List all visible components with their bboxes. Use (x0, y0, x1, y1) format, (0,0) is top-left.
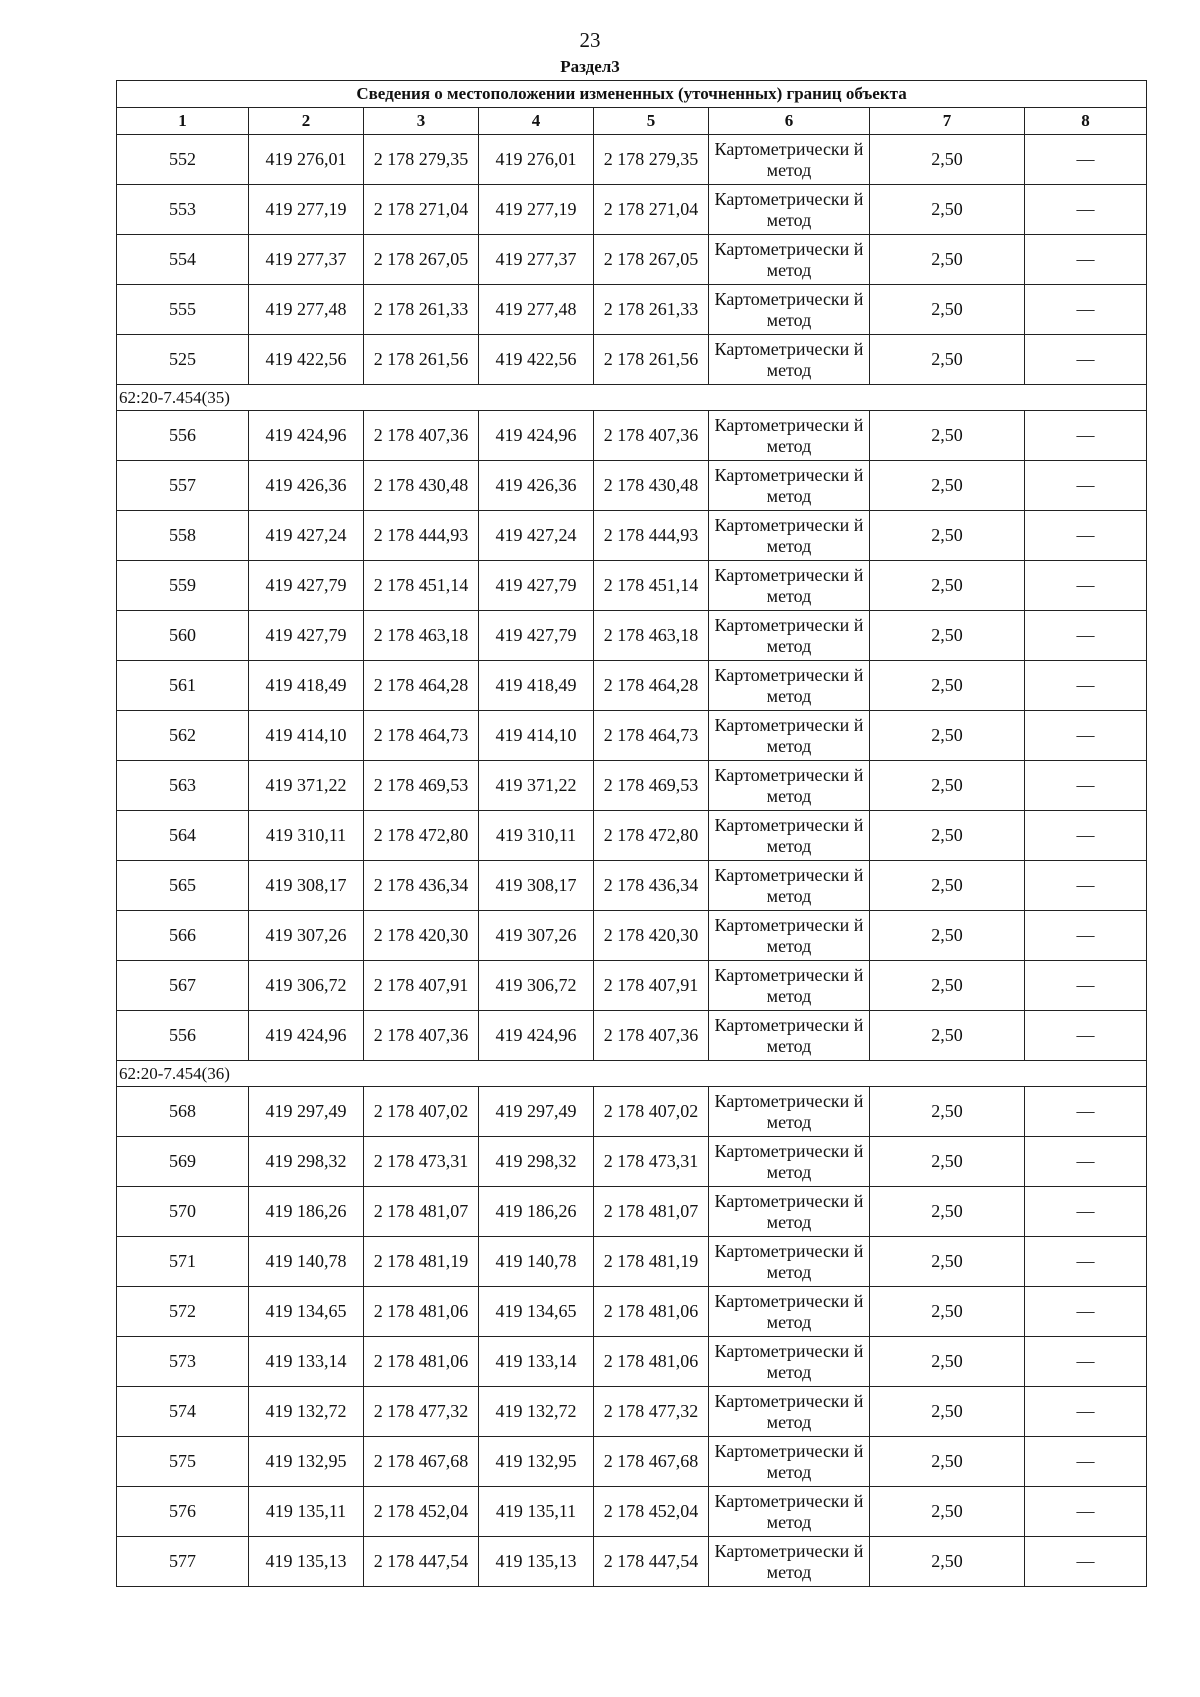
x-coordinate-existing: 419 277,37 (249, 235, 364, 285)
x-coordinate-updated: 419 418,49 (479, 661, 594, 711)
method: Картометрически й метод (709, 861, 870, 911)
y-coordinate-updated: 2 178 481,06 (594, 1337, 709, 1387)
y-coordinate-updated: 2 178 267,05 (594, 235, 709, 285)
y-coordinate-existing: 2 178 451,14 (364, 561, 479, 611)
x-coordinate-existing: 419 310,11 (249, 811, 364, 861)
column-header: 6 (709, 108, 870, 135)
point-number: 567 (117, 961, 249, 1011)
column-header: 2 (249, 108, 364, 135)
column-header-row (117, 108, 1147, 135)
point-number: 569 (117, 1137, 249, 1187)
x-coordinate-updated: 419 277,48 (479, 285, 594, 335)
coordinates-table (116, 80, 1147, 1587)
x-coordinate-updated: 419 427,79 (479, 611, 594, 661)
description: — (1025, 1337, 1147, 1387)
table-row (117, 711, 1147, 761)
y-coordinate-updated: 2 178 463,18 (594, 611, 709, 661)
x-coordinate-updated: 419 424,96 (479, 1011, 594, 1061)
method: Картометрически й метод (709, 711, 870, 761)
y-coordinate-existing: 2 178 407,02 (364, 1087, 479, 1137)
accuracy: 2,50 (870, 135, 1025, 185)
y-coordinate-existing: 2 178 452,04 (364, 1487, 479, 1537)
table-row (117, 511, 1147, 561)
column-header: 8 (1025, 108, 1147, 135)
y-coordinate-existing: 2 178 472,80 (364, 811, 479, 861)
description: — (1025, 1237, 1147, 1287)
y-coordinate-updated: 2 178 467,68 (594, 1437, 709, 1487)
accuracy: 2,50 (870, 811, 1025, 861)
x-coordinate-updated: 419 134,65 (479, 1287, 594, 1337)
x-coordinate-existing: 419 277,48 (249, 285, 364, 335)
method: Картометрически й метод (709, 1387, 870, 1437)
point-number: 577 (117, 1537, 249, 1587)
table-row (117, 185, 1147, 235)
table-row (117, 911, 1147, 961)
point-number: 568 (117, 1087, 249, 1137)
x-coordinate-updated: 419 297,49 (479, 1087, 594, 1137)
x-coordinate-existing: 419 308,17 (249, 861, 364, 911)
x-coordinate-existing: 419 133,14 (249, 1337, 364, 1387)
method: Картометрически й метод (709, 411, 870, 461)
accuracy: 2,50 (870, 1437, 1025, 1487)
method: Картометрически й метод (709, 461, 870, 511)
group-label: 62:20-7.454(35) (117, 385, 1147, 411)
y-coordinate-updated: 2 178 447,54 (594, 1537, 709, 1587)
description: — (1025, 761, 1147, 811)
table-row (117, 285, 1147, 335)
y-coordinate-updated: 2 178 279,35 (594, 135, 709, 185)
y-coordinate-existing: 2 178 407,91 (364, 961, 479, 1011)
x-coordinate-existing: 419 427,24 (249, 511, 364, 561)
point-number: 553 (117, 185, 249, 235)
accuracy: 2,50 (870, 1387, 1025, 1437)
table-row (117, 461, 1147, 511)
table-row (117, 961, 1147, 1011)
y-coordinate-updated: 2 178 407,36 (594, 1011, 709, 1061)
y-coordinate-existing: 2 178 481,07 (364, 1187, 479, 1237)
description: — (1025, 911, 1147, 961)
description: — (1025, 961, 1147, 1011)
x-coordinate-existing: 419 277,19 (249, 185, 364, 235)
y-coordinate-existing: 2 178 267,05 (364, 235, 479, 285)
x-coordinate-updated: 419 426,36 (479, 461, 594, 511)
point-number: 563 (117, 761, 249, 811)
x-coordinate-updated: 419 186,26 (479, 1187, 594, 1237)
table-row (117, 1337, 1147, 1387)
y-coordinate-existing: 2 178 463,18 (364, 611, 479, 661)
accuracy: 2,50 (870, 561, 1025, 611)
point-number: 573 (117, 1337, 249, 1387)
accuracy: 2,50 (870, 711, 1025, 761)
x-coordinate-existing: 419 427,79 (249, 561, 364, 611)
x-coordinate-existing: 419 297,49 (249, 1087, 364, 1137)
table-row (117, 1237, 1147, 1287)
accuracy: 2,50 (870, 1087, 1025, 1137)
table-row (117, 611, 1147, 661)
description: — (1025, 285, 1147, 335)
method: Картометрически й метод (709, 811, 870, 861)
y-coordinate-existing: 2 178 467,68 (364, 1437, 479, 1487)
table-row (117, 1487, 1147, 1537)
y-coordinate-updated: 2 178 420,30 (594, 911, 709, 961)
group-row (117, 385, 1147, 411)
x-coordinate-updated: 419 422,56 (479, 335, 594, 385)
accuracy: 2,50 (870, 911, 1025, 961)
group-label: 62:20-7.454(36) (117, 1061, 1147, 1087)
x-coordinate-existing: 419 140,78 (249, 1237, 364, 1287)
x-coordinate-existing: 419 135,11 (249, 1487, 364, 1537)
x-coordinate-existing: 419 135,13 (249, 1537, 364, 1587)
table-row (117, 235, 1147, 285)
y-coordinate-updated: 2 178 472,80 (594, 811, 709, 861)
column-header: 3 (364, 108, 479, 135)
y-coordinate-existing: 2 178 279,35 (364, 135, 479, 185)
accuracy: 2,50 (870, 285, 1025, 335)
point-number: 565 (117, 861, 249, 911)
x-coordinate-updated: 419 371,22 (479, 761, 594, 811)
y-coordinate-existing: 2 178 481,06 (364, 1337, 479, 1387)
page-number: 23 (579, 28, 601, 52)
method: Картометрически й метод (709, 1487, 870, 1537)
x-coordinate-updated: 419 277,19 (479, 185, 594, 235)
point-number: 570 (117, 1187, 249, 1237)
description: — (1025, 511, 1147, 561)
y-coordinate-updated: 2 178 407,36 (594, 411, 709, 461)
table-body (117, 135, 1147, 1587)
y-coordinate-updated: 2 178 481,07 (594, 1187, 709, 1237)
accuracy: 2,50 (870, 235, 1025, 285)
y-coordinate-updated: 2 178 407,02 (594, 1087, 709, 1137)
y-coordinate-existing: 2 178 407,36 (364, 411, 479, 461)
x-coordinate-existing: 419 306,72 (249, 961, 364, 1011)
point-number: 561 (117, 661, 249, 711)
y-coordinate-existing: 2 178 464,73 (364, 711, 479, 761)
accuracy: 2,50 (870, 761, 1025, 811)
y-coordinate-updated: 2 178 464,73 (594, 711, 709, 761)
description: — (1025, 411, 1147, 461)
x-coordinate-existing: 419 422,56 (249, 335, 364, 385)
description: — (1025, 235, 1147, 285)
y-coordinate-updated: 2 178 473,31 (594, 1137, 709, 1187)
point-number: 566 (117, 911, 249, 961)
section-title: Раздел3 (560, 57, 620, 76)
x-coordinate-existing: 419 424,96 (249, 411, 364, 461)
x-coordinate-updated: 419 427,79 (479, 561, 594, 611)
column-header: 5 (594, 108, 709, 135)
method: Картометрически й метод (709, 1087, 870, 1137)
table-row (117, 661, 1147, 711)
point-number: 559 (117, 561, 249, 611)
x-coordinate-updated: 419 424,96 (479, 411, 594, 461)
table-row (117, 1011, 1147, 1061)
y-coordinate-updated: 2 178 444,93 (594, 511, 709, 561)
x-coordinate-updated: 419 132,95 (479, 1437, 594, 1487)
x-coordinate-existing: 419 132,72 (249, 1387, 364, 1437)
table-row (117, 1437, 1147, 1487)
x-coordinate-existing: 419 427,79 (249, 611, 364, 661)
description: — (1025, 1487, 1147, 1537)
point-number: 525 (117, 335, 249, 385)
accuracy: 2,50 (870, 335, 1025, 385)
point-number: 576 (117, 1487, 249, 1537)
table-row (117, 411, 1147, 461)
x-coordinate-updated: 419 276,01 (479, 135, 594, 185)
x-coordinate-updated: 419 298,32 (479, 1137, 594, 1187)
x-coordinate-updated: 419 310,11 (479, 811, 594, 861)
y-coordinate-updated: 2 178 436,34 (594, 861, 709, 911)
method: Картометрически й метод (709, 561, 870, 611)
method: Картометрически й метод (709, 1237, 870, 1287)
y-coordinate-existing: 2 178 444,93 (364, 511, 479, 561)
description: — (1025, 811, 1147, 861)
point-number: 556 (117, 411, 249, 461)
description: — (1025, 1011, 1147, 1061)
description: — (1025, 461, 1147, 511)
group-row (117, 1061, 1147, 1087)
accuracy: 2,50 (870, 611, 1025, 661)
method: Картометрически й метод (709, 135, 870, 185)
accuracy: 2,50 (870, 1537, 1025, 1587)
description: — (1025, 711, 1147, 761)
x-coordinate-updated: 419 133,14 (479, 1337, 594, 1387)
column-header: 7 (870, 108, 1025, 135)
description: — (1025, 1187, 1147, 1237)
point-number: 560 (117, 611, 249, 661)
point-number: 575 (117, 1437, 249, 1487)
y-coordinate-updated: 2 178 481,06 (594, 1287, 709, 1337)
accuracy: 2,50 (870, 1011, 1025, 1061)
method: Картометрически й метод (709, 911, 870, 961)
x-coordinate-updated: 419 427,24 (479, 511, 594, 561)
x-coordinate-existing: 419 186,26 (249, 1187, 364, 1237)
x-coordinate-updated: 419 307,26 (479, 911, 594, 961)
point-number: 554 (117, 235, 249, 285)
table-row (117, 1087, 1147, 1137)
description: — (1025, 135, 1147, 185)
accuracy: 2,50 (870, 411, 1025, 461)
y-coordinate-existing: 2 178 469,53 (364, 761, 479, 811)
table-row (117, 811, 1147, 861)
y-coordinate-existing: 2 178 477,32 (364, 1387, 479, 1437)
method: Картометрически й метод (709, 1537, 870, 1587)
description: — (1025, 1087, 1147, 1137)
x-coordinate-updated: 419 135,13 (479, 1537, 594, 1587)
description: — (1025, 1537, 1147, 1587)
description: — (1025, 861, 1147, 911)
point-number: 557 (117, 461, 249, 511)
x-coordinate-updated: 419 306,72 (479, 961, 594, 1011)
point-number: 556 (117, 1011, 249, 1061)
method: Картометрически й метод (709, 661, 870, 711)
point-number: 555 (117, 285, 249, 335)
x-coordinate-existing: 419 132,95 (249, 1437, 364, 1487)
accuracy: 2,50 (870, 1337, 1025, 1387)
x-coordinate-existing: 419 424,96 (249, 1011, 364, 1061)
y-coordinate-updated: 2 178 452,04 (594, 1487, 709, 1537)
accuracy: 2,50 (870, 511, 1025, 561)
y-coordinate-existing: 2 178 436,34 (364, 861, 479, 911)
accuracy: 2,50 (870, 185, 1025, 235)
x-coordinate-existing: 419 298,32 (249, 1137, 364, 1187)
method: Картометрически й метод (709, 1011, 870, 1061)
x-coordinate-existing: 419 276,01 (249, 135, 364, 185)
y-coordinate-updated: 2 178 261,33 (594, 285, 709, 335)
point-number: 552 (117, 135, 249, 185)
table-row (117, 861, 1147, 911)
method: Картометрически й метод (709, 1337, 870, 1387)
description: — (1025, 185, 1147, 235)
method: Картометрически й метод (709, 511, 870, 561)
y-coordinate-existing: 2 178 447,54 (364, 1537, 479, 1587)
x-coordinate-updated: 419 414,10 (479, 711, 594, 761)
y-coordinate-existing: 2 178 407,36 (364, 1011, 479, 1061)
x-coordinate-updated: 419 277,37 (479, 235, 594, 285)
y-coordinate-existing: 2 178 464,28 (364, 661, 479, 711)
x-coordinate-existing: 419 307,26 (249, 911, 364, 961)
y-coordinate-existing: 2 178 420,30 (364, 911, 479, 961)
table-row (117, 561, 1147, 611)
x-coordinate-existing: 419 371,22 (249, 761, 364, 811)
x-coordinate-existing: 419 414,10 (249, 711, 364, 761)
table-row (117, 1537, 1147, 1587)
y-coordinate-existing: 2 178 430,48 (364, 461, 479, 511)
x-coordinate-existing: 419 134,65 (249, 1287, 364, 1337)
method: Картометрически й метод (709, 761, 870, 811)
y-coordinate-existing: 2 178 481,19 (364, 1237, 479, 1287)
y-coordinate-existing: 2 178 481,06 (364, 1287, 479, 1337)
table-row (117, 135, 1147, 185)
method: Картометрически й метод (709, 335, 870, 385)
method: Картометрически й метод (709, 1437, 870, 1487)
x-coordinate-updated: 419 140,78 (479, 1237, 594, 1287)
description: — (1025, 335, 1147, 385)
point-number: 564 (117, 811, 249, 861)
table-row (117, 761, 1147, 811)
table-caption: Сведения о местоположении измененных (уточненных) границ объекта (117, 81, 1147, 108)
accuracy: 2,50 (870, 1237, 1025, 1287)
description: — (1025, 1137, 1147, 1187)
y-coordinate-updated: 2 178 261,56 (594, 335, 709, 385)
y-coordinate-updated: 2 178 477,32 (594, 1387, 709, 1437)
table-row (117, 1387, 1147, 1437)
point-number: 558 (117, 511, 249, 561)
method: Картометрически й метод (709, 961, 870, 1011)
method: Картометрически й метод (709, 1137, 870, 1187)
accuracy: 2,50 (870, 1487, 1025, 1537)
column-header: 4 (479, 108, 594, 135)
description: — (1025, 611, 1147, 661)
accuracy: 2,50 (870, 1287, 1025, 1337)
y-coordinate-updated: 2 178 430,48 (594, 461, 709, 511)
method: Картометрически й метод (709, 235, 870, 285)
x-coordinate-existing: 419 426,36 (249, 461, 364, 511)
y-coordinate-updated: 2 178 469,53 (594, 761, 709, 811)
y-coordinate-existing: 2 178 261,56 (364, 335, 479, 385)
description: — (1025, 1387, 1147, 1437)
y-coordinate-existing: 2 178 261,33 (364, 285, 479, 335)
description: — (1025, 1437, 1147, 1487)
x-coordinate-updated: 419 135,11 (479, 1487, 594, 1537)
table-row (117, 1287, 1147, 1337)
column-header: 1 (117, 108, 249, 135)
x-coordinate-existing: 419 418,49 (249, 661, 364, 711)
x-coordinate-updated: 419 308,17 (479, 861, 594, 911)
accuracy: 2,50 (870, 1137, 1025, 1187)
point-number: 562 (117, 711, 249, 761)
y-coordinate-updated: 2 178 464,28 (594, 661, 709, 711)
description: — (1025, 561, 1147, 611)
point-number: 574 (117, 1387, 249, 1437)
y-coordinate-updated: 2 178 271,04 (594, 185, 709, 235)
table-row (117, 335, 1147, 385)
y-coordinate-updated: 2 178 407,91 (594, 961, 709, 1011)
table-row (117, 1187, 1147, 1237)
accuracy: 2,50 (870, 861, 1025, 911)
method: Картометрически й метод (709, 1287, 870, 1337)
y-coordinate-updated: 2 178 451,14 (594, 561, 709, 611)
method: Картометрически й метод (709, 1187, 870, 1237)
accuracy: 2,50 (870, 961, 1025, 1011)
accuracy: 2,50 (870, 461, 1025, 511)
accuracy: 2,50 (870, 1187, 1025, 1237)
y-coordinate-updated: 2 178 481,19 (594, 1237, 709, 1287)
description: — (1025, 661, 1147, 711)
point-number: 571 (117, 1237, 249, 1287)
method: Картометрически й метод (709, 185, 870, 235)
description: — (1025, 1287, 1147, 1337)
method: Картометрически й метод (709, 611, 870, 661)
accuracy: 2,50 (870, 661, 1025, 711)
y-coordinate-existing: 2 178 473,31 (364, 1137, 479, 1187)
table-row (117, 1137, 1147, 1187)
method: Картометрически й метод (709, 285, 870, 335)
point-number: 572 (117, 1287, 249, 1337)
y-coordinate-existing: 2 178 271,04 (364, 185, 479, 235)
x-coordinate-updated: 419 132,72 (479, 1387, 594, 1437)
